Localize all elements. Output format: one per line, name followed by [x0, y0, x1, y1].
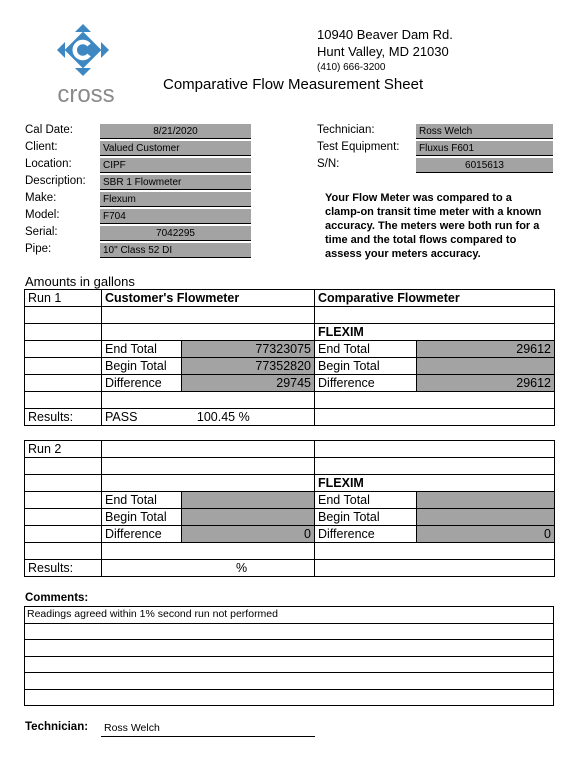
make-label: Make: [25, 192, 57, 204]
run1-customer-difference[interactable]: 29745 [182, 375, 315, 392]
run2-comparative-blank [315, 458, 555, 475]
run2-empty-cell [25, 458, 102, 475]
technician-label: Technician: [317, 124, 375, 136]
sn-field[interactable]: 6015613 [416, 158, 553, 173]
cross-logo-icon [36, 22, 136, 104]
run2-comparative-begin-total[interactable] [417, 509, 555, 526]
run2-customer-end-total[interactable] [182, 492, 315, 509]
run2-empty-cell [25, 492, 102, 509]
model-field[interactable]: F704 [100, 209, 251, 224]
run1-empty-cell [25, 341, 102, 358]
run1-comparative-blank [315, 392, 555, 409]
run2-comparative-difference-label: Difference [315, 526, 417, 543]
sn-label: S/N: [317, 158, 340, 170]
run2-empty-cell [25, 475, 102, 492]
run1-results-label: Results: [25, 409, 102, 426]
run2-percent: % [235, 561, 248, 575]
run1-empty-cell [25, 375, 102, 392]
run2-customer-difference-label: Difference [102, 526, 182, 543]
run2-label: Run 2 [25, 441, 102, 458]
run1-table [24, 289, 555, 426]
address-city: Hunt Valley, MD 21030 [317, 44, 449, 59]
amounts-label: Amounts in gallons [25, 274, 135, 289]
run1-result-cell [102, 409, 315, 426]
run1-empty-cell [25, 324, 102, 341]
run2-comparative-end-total[interactable] [417, 492, 555, 509]
run2-flexim-label: FLEXIM [315, 475, 555, 492]
run1-comparative-difference[interactable]: 29612 [417, 375, 555, 392]
make-field[interactable]: Flexum [100, 192, 251, 207]
run1-customer-end-total[interactable]: 77323075 [182, 341, 315, 358]
run1-customer-blank [102, 324, 315, 341]
signature-field[interactable]: Ross Welch [101, 722, 315, 737]
run1-empty-cell [25, 358, 102, 375]
run2-results-label: Results: [25, 560, 102, 577]
cal-date-label: Cal Date: [25, 124, 73, 136]
comments-box[interactable] [24, 606, 554, 706]
run2-comparative-blank [315, 441, 555, 458]
run1-customer-blank [102, 392, 315, 409]
run1-label: Run 1 [25, 290, 102, 307]
pipe-field[interactable]: 10" Class 52 DI [100, 243, 251, 258]
run1-comparative-difference-label: Difference [315, 375, 417, 392]
description-field[interactable]: SBR 1 Flowmeter [100, 175, 251, 190]
run2-empty-cell [25, 526, 102, 543]
comments-line[interactable] [25, 640, 554, 657]
comments-label: Comments: [25, 592, 89, 604]
test-equipment-field[interactable]: Fluxus F601 [416, 141, 553, 156]
run2-result-cell [102, 560, 315, 577]
pipe-label: Pipe: [25, 243, 52, 255]
model-label: Model: [25, 209, 60, 221]
run1-comparative-end-total-label: End Total [315, 341, 417, 358]
page-title: Comparative Flow Measurement Sheet [163, 76, 424, 93]
run1-customer-blank [102, 307, 315, 324]
run2-comparative-end-total-label: End Total [315, 492, 417, 509]
comments-line[interactable] [25, 656, 554, 673]
run1-percent: 100.45 % [196, 410, 250, 424]
run2-comparative-begin-total-label: Begin Total [315, 509, 417, 526]
comments-line[interactable] [25, 673, 554, 690]
run2-comparative-blank [315, 543, 555, 560]
run2-comparative-difference[interactable]: 0 [417, 526, 555, 543]
location-label: Location: [25, 158, 72, 170]
run2-customer-blank [102, 441, 315, 458]
run1-customer-difference-label: Difference [102, 375, 182, 392]
run1-result: PASS [105, 410, 138, 424]
run2-customer-blank [102, 543, 315, 560]
run1-customer-end-total-label: End Total [102, 341, 182, 358]
run2-empty-cell [25, 543, 102, 560]
cal-date-field[interactable]: 8/21/2020 [100, 124, 251, 139]
test-equipment-label: Test Equipment: [317, 141, 400, 153]
run1-customer-begin-total-label: Begin Total [102, 358, 182, 375]
run1-customer-begin-total[interactable]: 77352820 [182, 358, 315, 375]
client-label: Client: [25, 141, 58, 153]
run1-comparative-blank [315, 307, 555, 324]
technician-field[interactable]: Ross Welch [416, 124, 553, 139]
run2-customer-begin-total-label: Begin Total [102, 509, 182, 526]
comparison-note: Your Flow Meter was compared to a clamp-on transit time meter with a known accuracy. The meters were both run for a time and the total flows compared to assess your meters accuracy. [325, 192, 542, 260]
run1-empty-cell [25, 392, 102, 409]
customer-flowmeter-header: Customer's Flowmeter [102, 290, 315, 307]
signature-label: Technician: [25, 721, 89, 733]
comments-line[interactable]: Readings agreed within 1% second run not performed [25, 607, 554, 624]
run1-comparative-begin-total-label: Begin Total [315, 358, 417, 375]
serial-label: Serial: [25, 226, 58, 238]
run1-comparative-begin-total[interactable] [417, 358, 555, 375]
description-label: Description: [25, 175, 86, 187]
run1-empty-cell [25, 307, 102, 324]
client-field[interactable]: Valued Customer [100, 141, 251, 156]
run2-table [24, 440, 555, 577]
run2-comparative-blank [315, 560, 555, 577]
run2-customer-begin-total[interactable] [182, 509, 315, 526]
run1-flexim-label: FLEXIM [315, 324, 555, 341]
run1-comparative-blank [315, 409, 555, 426]
run2-customer-difference[interactable]: 0 [182, 526, 315, 543]
run2-customer-blank [102, 475, 315, 492]
run1-comparative-end-total[interactable]: 29612 [417, 341, 555, 358]
comments-line[interactable] [25, 689, 554, 706]
run2-customer-blank [102, 458, 315, 475]
location-field[interactable]: CIPF [100, 158, 251, 173]
run2-customer-end-total-label: End Total [102, 492, 182, 509]
comparative-flowmeter-header: Comparative Flowmeter [315, 290, 555, 307]
address-street: 10940 Beaver Dam Rd. [317, 27, 453, 42]
serial-field[interactable]: 7042295 [100, 226, 251, 241]
run2-empty-cell [25, 509, 102, 526]
address-phone: (410) 666-3200 [317, 62, 386, 73]
svg-text:cross: cross [57, 81, 115, 104]
comments-line[interactable] [25, 623, 554, 640]
cross-logo [36, 22, 136, 104]
